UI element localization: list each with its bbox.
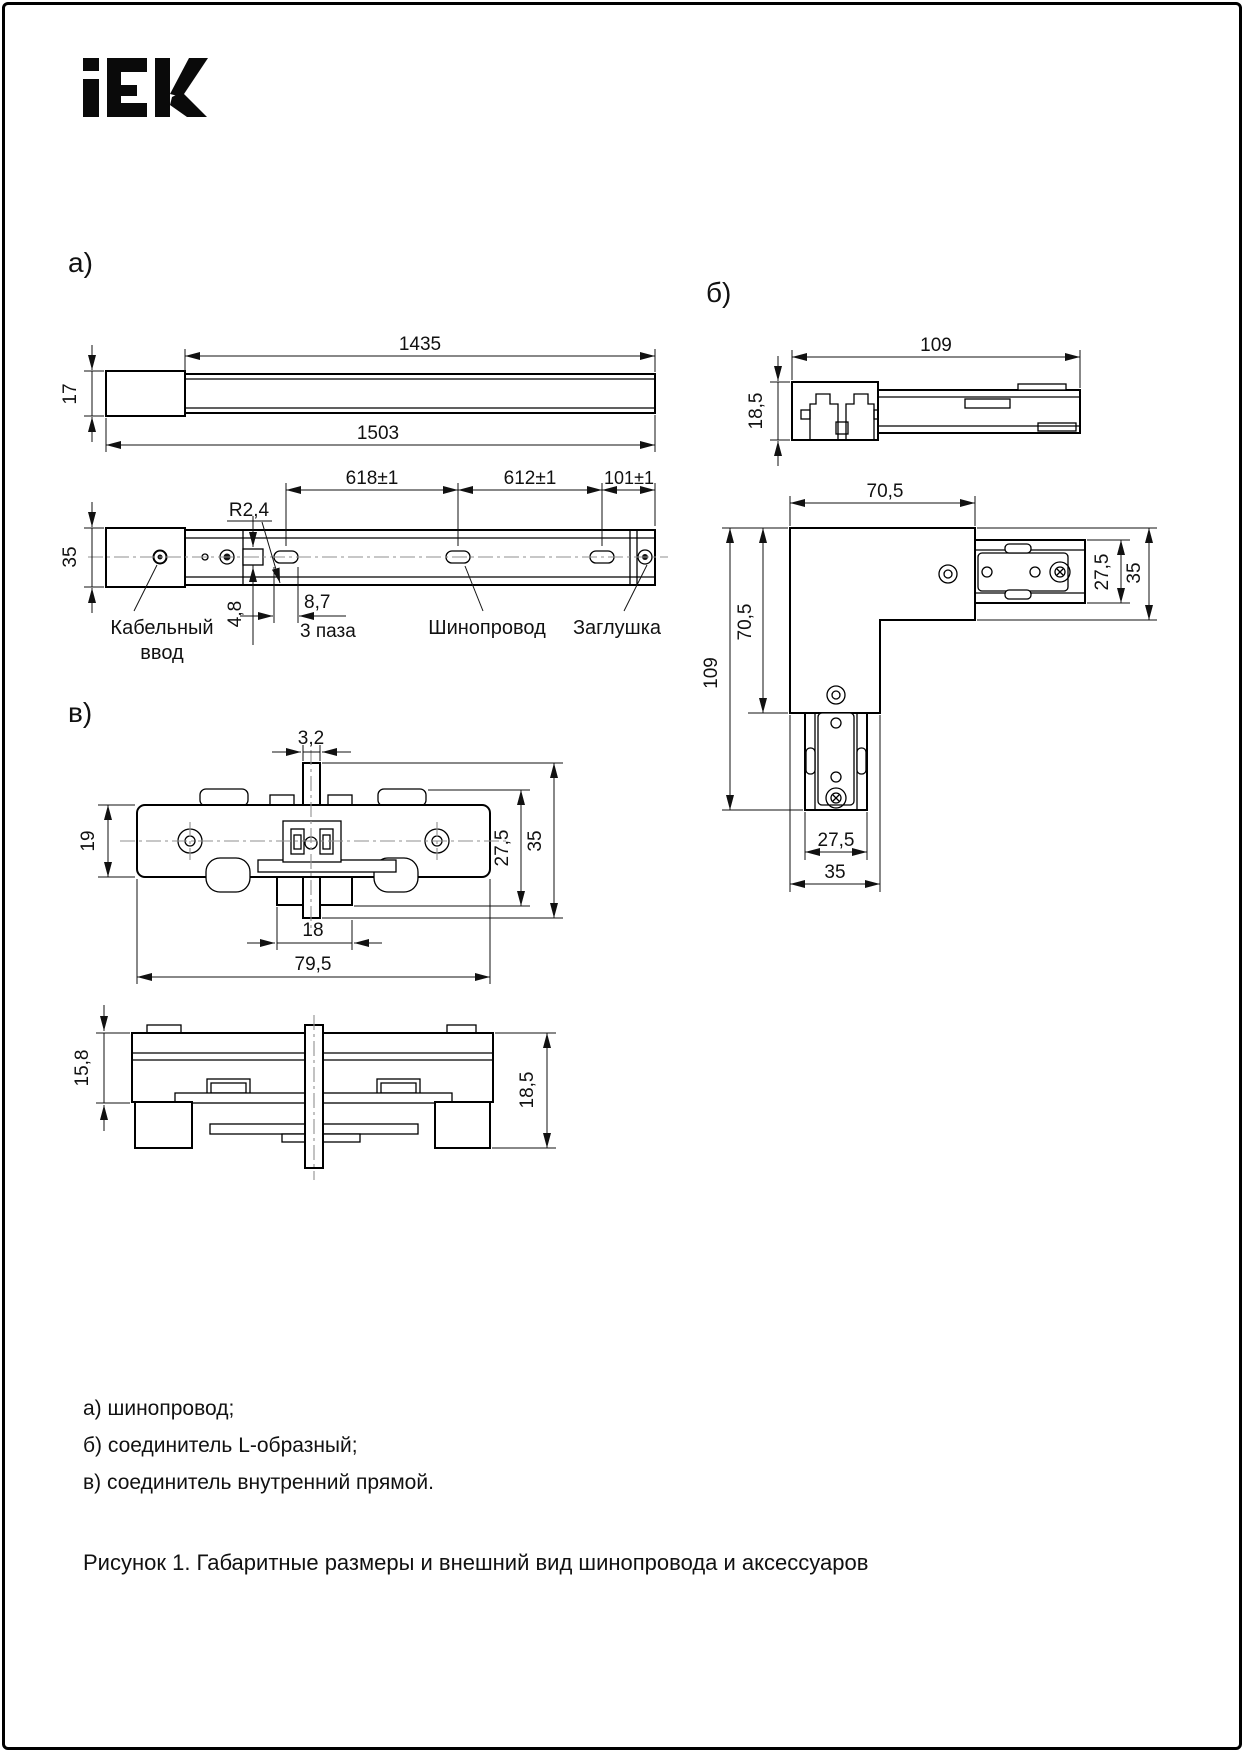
dim-text-32: 3,2 [297,728,325,749]
busbar-side-view [106,371,655,416]
dim-text-18: 18 [302,920,324,941]
side-foot-left [135,1102,192,1148]
cable-entry-side [106,371,185,416]
dim-text-35-v1: 35 [525,830,546,852]
dim-text-109-v: 109 [701,657,722,689]
dim-17 [60,345,104,442]
dim-185-side [492,1033,556,1148]
dim-1503 [106,415,655,452]
l-track-bottom-bar [818,713,854,805]
dim-text-275-right: 27,5 [1092,553,1113,591]
dim-text-185-top: 18,5 [746,392,767,430]
dim-text-87: 8,7 [304,592,331,613]
dim-text-48: 4,8 [225,600,246,628]
dim-text-19: 19 [78,830,99,852]
straight-connector-top-view [120,750,508,930]
wing-top-left [200,789,248,806]
callout-busbar-text: Шинопровод [428,617,546,639]
dim-109-v [701,528,803,810]
section-a [60,247,668,664]
track-clip [1018,384,1066,390]
section-b [701,277,1157,892]
dim-705-h [790,481,975,526]
dim-1435 [185,334,655,372]
busbar-top-view [88,528,668,587]
dim-text-1435: 1435 [398,334,442,355]
dim-text-1503: 1503 [356,423,400,444]
figure-caption: Рисунок 1. Габаритные размеры и внешний вид шинопровода и аксессуаров [83,1550,869,1575]
dim-101 [602,468,655,526]
dim-text-275-bottom: 27,5 [817,830,855,851]
legend-item-b: б) соединитель L-образный; [83,1434,358,1457]
dim-text-17: 17 [60,383,81,405]
dim-text-158: 15,8 [72,1049,93,1087]
callout-cable-entry-line1: Кабельный [110,617,214,639]
dim-text-101: 101±1 [604,468,654,488]
dim-705-v [722,528,788,713]
dim-text-109-top: 109 [920,335,952,356]
dim-text-35: 35 [60,546,81,568]
dim-text-35-right: 35 [1124,562,1145,584]
section-a-label: а) [68,247,93,278]
section-v-label: в) [68,697,93,728]
dim-text-705-h: 70,5 [866,481,904,502]
connector-socket [792,382,878,440]
latch-bottom-left [206,858,250,892]
dim-text-275-v1: 27,5 [492,829,513,867]
busbar-profile-side [185,374,655,413]
dim-text-r24: R2,4 [228,500,270,521]
legend-item-v: в) соединитель внутренний прямой. [83,1471,434,1494]
callout-endcap-text: Заглушка [572,617,662,639]
wing-top-right [378,789,426,806]
dim-text-612: 612±1 [503,468,557,489]
dim-text-35-bottom: 35 [824,862,846,883]
straight-connector-side-view [132,1015,493,1180]
section-b-label: б) [706,277,732,308]
l-connector-top-view [792,382,1080,440]
legend [83,1390,434,1501]
l-connector-front-view [790,528,1085,810]
l-body [790,528,975,713]
legend-item-a: а) шинопровод; [83,1397,235,1420]
iek-logo [83,58,208,117]
note-3-slots: 3 паза [300,621,356,642]
dim-109-top [792,335,1080,388]
dim-text-618: 618±1 [345,468,399,489]
section-v [68,697,563,1180]
dim-text-705-v: 70,5 [735,603,756,641]
dim-158 [72,1005,130,1131]
callout-cable-entry-line2: ввод [140,642,184,664]
dim-text-185-side: 18,5 [517,1071,538,1109]
dim-185-top [746,356,790,466]
side-foot-right [435,1102,490,1148]
dim-275-bottom [805,812,867,860]
dim-text-795: 79,5 [294,954,332,975]
